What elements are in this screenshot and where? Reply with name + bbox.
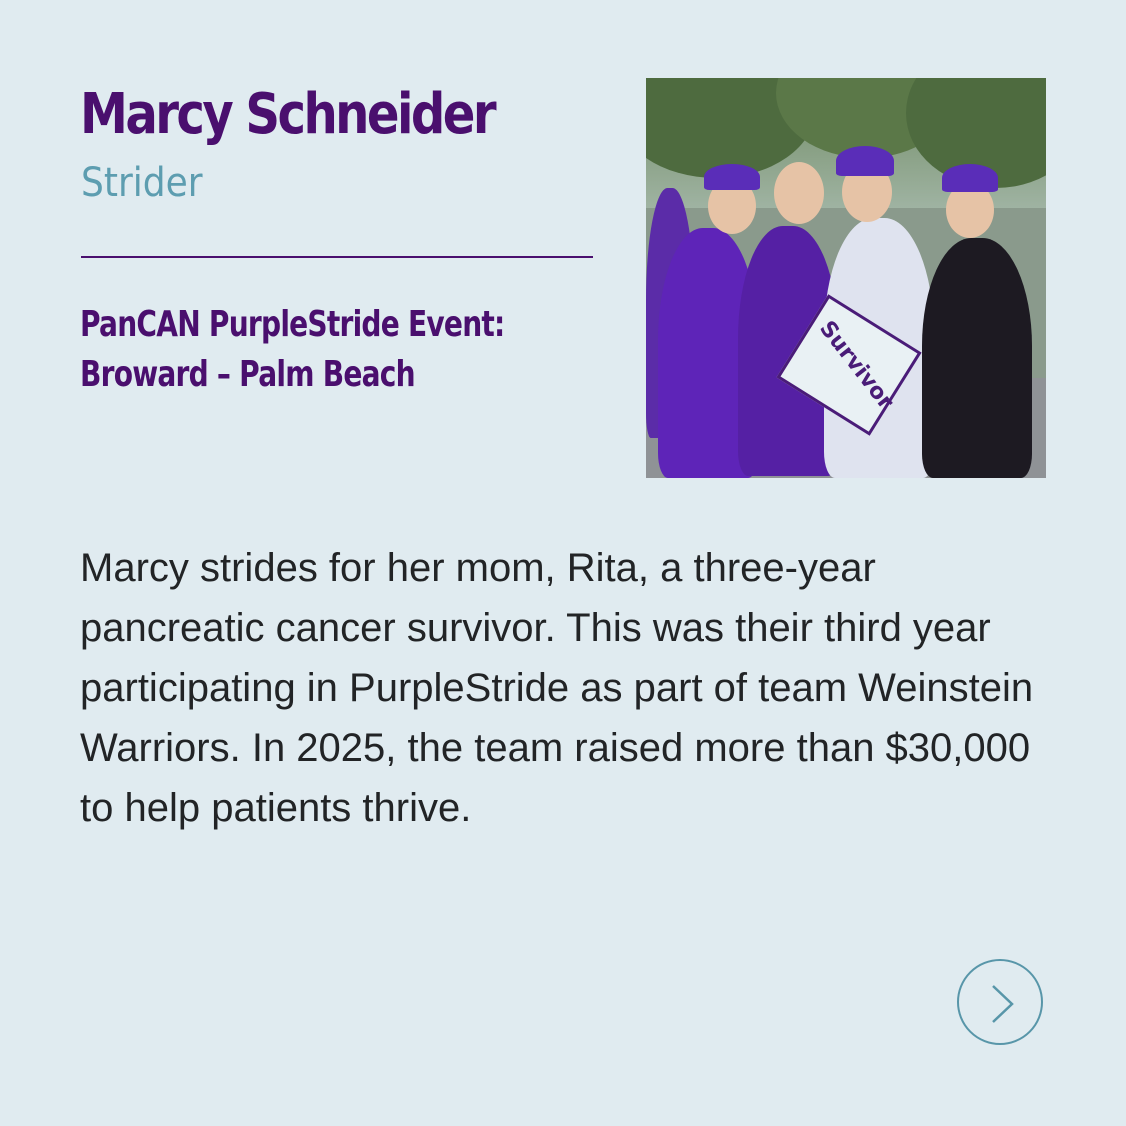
event-title-line-1: PanCAN PurpleStride Event: <box>80 304 505 345</box>
story-text: Marcy strides for her mom, Rita, a three-year pancreatic cancer survivor. This was their third year participating in PurpleStride as part of team Weinstein Warriors. In 2025, the team raised more than $30,000 to help patients thrive. <box>80 546 1034 830</box>
survivor-sign: Survivor <box>776 294 921 435</box>
chevron-right-icon <box>959 961 1041 1043</box>
event-photo <box>646 78 1046 478</box>
divider <box>81 256 593 258</box>
photo-cap <box>942 164 998 192</box>
photo-person <box>922 238 1032 478</box>
profile-name: Marcy Schneider <box>80 82 495 147</box>
event-title-line-2: Broward – Palm Beach <box>80 354 415 395</box>
event-title <box>80 300 505 400</box>
photo-cap <box>836 146 894 176</box>
next-button[interactable] <box>957 959 1043 1045</box>
profile-role: Strider <box>81 160 203 206</box>
photo-face <box>774 162 824 224</box>
photo-cap <box>704 164 760 190</box>
